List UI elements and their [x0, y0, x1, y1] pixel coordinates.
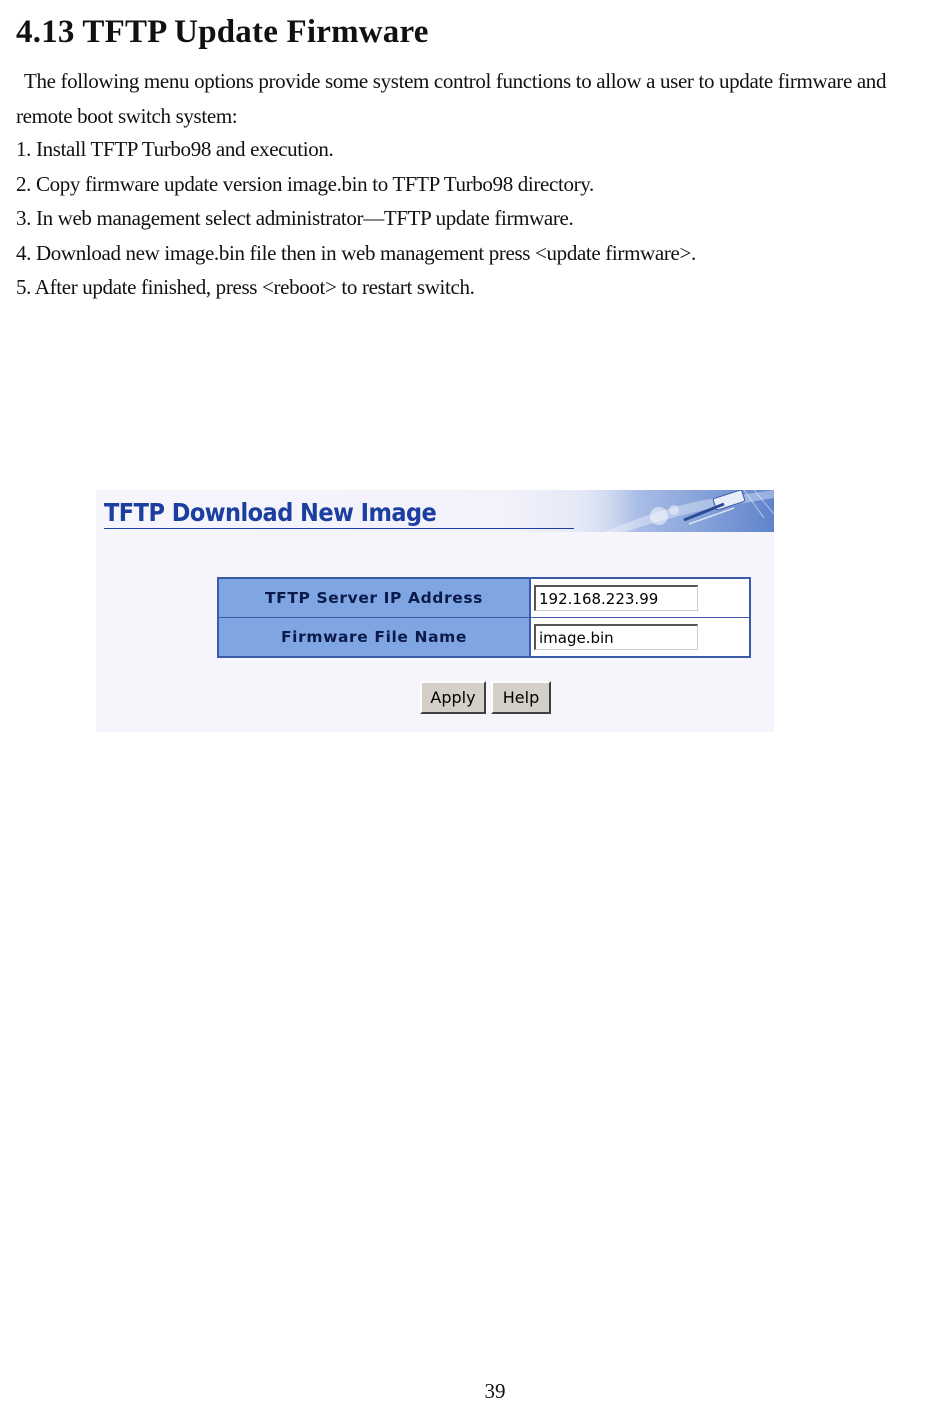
server-ip-label: TFTP Server IP Address — [218, 578, 530, 618]
step-item: 5. After update finished, press <reboot> to restart switch. — [16, 275, 475, 299]
step-item: 3. In web management select administrator—TFTP update firmware. — [16, 206, 574, 230]
apply-button[interactable]: Apply — [420, 681, 486, 714]
panel-title: TFTP Download New Image — [104, 498, 437, 527]
help-button[interactable]: Help — [491, 681, 551, 714]
server-ip-input[interactable] — [534, 585, 698, 611]
title-underline — [104, 528, 574, 529]
firmware-file-label: Firmware File Name — [218, 618, 530, 658]
section-title: 4.13 TFTP Update Firmware — [16, 14, 429, 50]
firmware-file-input[interactable] — [534, 624, 698, 650]
page-number: 39 — [484, 1379, 506, 1403]
intro-paragraph: The following menu options provide some system control functions to allow a user to update firmware and remote boot switch system: — [16, 69, 887, 128]
button-row — [420, 681, 551, 714]
table-row — [218, 578, 750, 618]
server-ip-cell — [530, 578, 750, 618]
panel-banner — [96, 490, 774, 532]
table-row — [218, 618, 750, 658]
tftp-settings-table — [217, 577, 751, 658]
tftp-download-panel — [96, 490, 774, 732]
steps-list — [16, 132, 696, 305]
step-item: 2. Copy firmware update version image.bin to TFTP Turbo98 directory. — [16, 171, 594, 196]
firmware-file-cell — [530, 618, 750, 658]
network-cable-banner-icon — [564, 490, 774, 532]
step-item: 1. Install TFTP Turbo98 and execution. — [16, 137, 334, 161]
step-item: 4. Download new image.bin file then in web management press <update firmware>. — [16, 240, 696, 265]
